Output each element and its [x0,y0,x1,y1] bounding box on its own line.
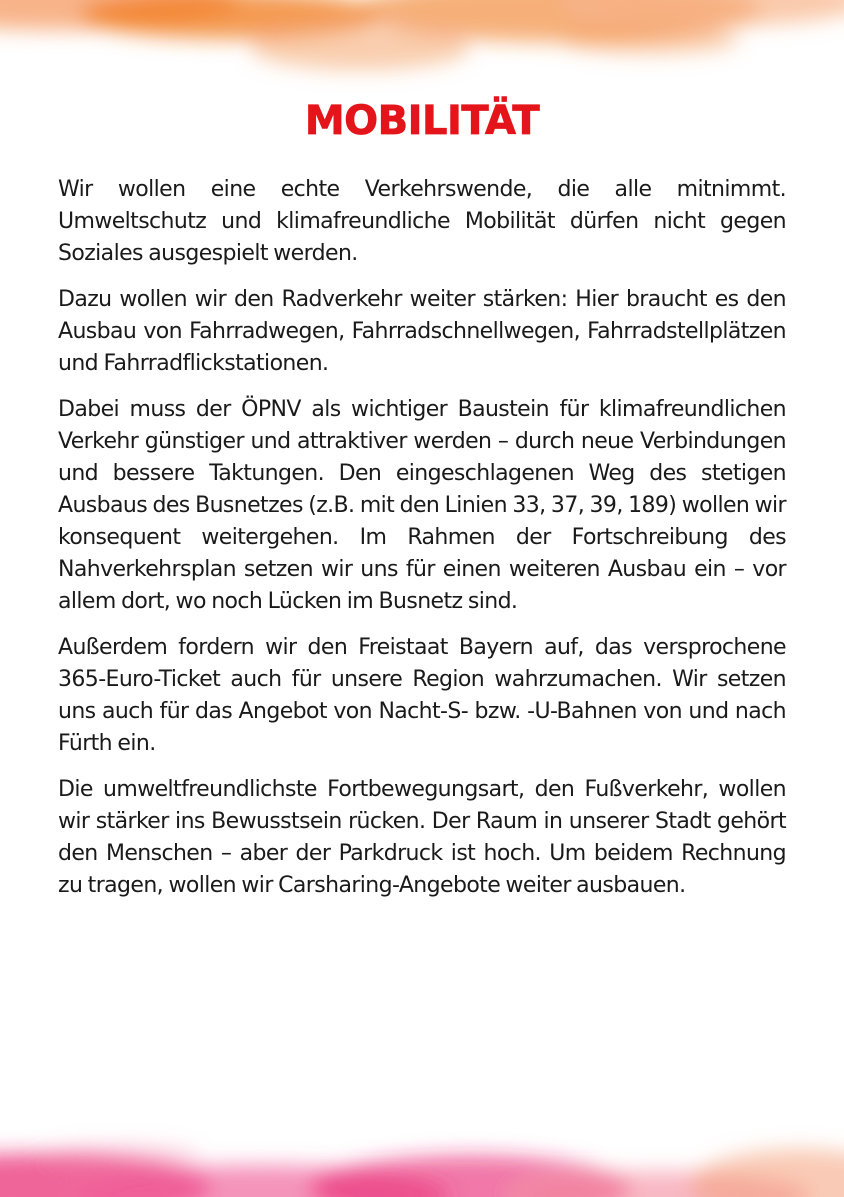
page-content [58,96,786,916]
body-text [58,174,786,902]
paragraph-verkehrswende: Wir wollen eine echte Verkehrswende, die alle mitnimmt. Umweltschutz und klimafreundliche Mobilität dürfen nicht gegen Soziales ausgespielt werden. [58,177,786,266]
page-title: MOBILITÄT [304,98,540,144]
paragraph-radverkehr: Dazu wollen wir den Radverkehr weiter stärken: Hier braucht es den Ausbau von Fahrradwegen, Fahrradschnellwegen, Fahrradstellplätzen und Fahrradflickstationen. [58,287,786,376]
paragraph-fussverkehr: Die umweltfreundlichste Fortbewegungsart, den Fußverkehr, wollen wir stärker ins Bewusstsein rücken. Der Raum in unserer Stadt gehört den Menschen – aber der Parkdruck ist hoch. Um beidem Rechnung zu tragen, wollen wir Carsharing-Angebote weiter ausbauen. [58,777,786,898]
pink-paint-splash-bottom [0,1077,844,1197]
paragraph-365-euro-ticket: Außerdem fordern wir den Freistaat Bayern auf, das versprochene 365-Euro-Ticket auch für unsere Region wahrzumachen. Wir setzen uns auch für das Angebot von Nacht-S- bzw. -U-Bahnen von und nach Fürth ein. [58,635,786,756]
paragraph-oepnv: Dabei muss der ÖPNV als wichtiger Baustein für klimafreundlichen Verkehr günstiger und attraktiver werden – durch neue Verbindungen und bessere Taktungen. Den eingeschlagenen Weg des stetigen Ausbaus des Busnetzes (z.B. mit den Linien 33, 37, 39, 189) wollen wir konsequent weitergehen. Im Rahmen der Fortschreibung des Nahverkehrsplan setzen wir uns für einen weiteren Ausbau ein – vor allem dort, wo noch Lücken im Busnetz sind. [58,397,786,614]
